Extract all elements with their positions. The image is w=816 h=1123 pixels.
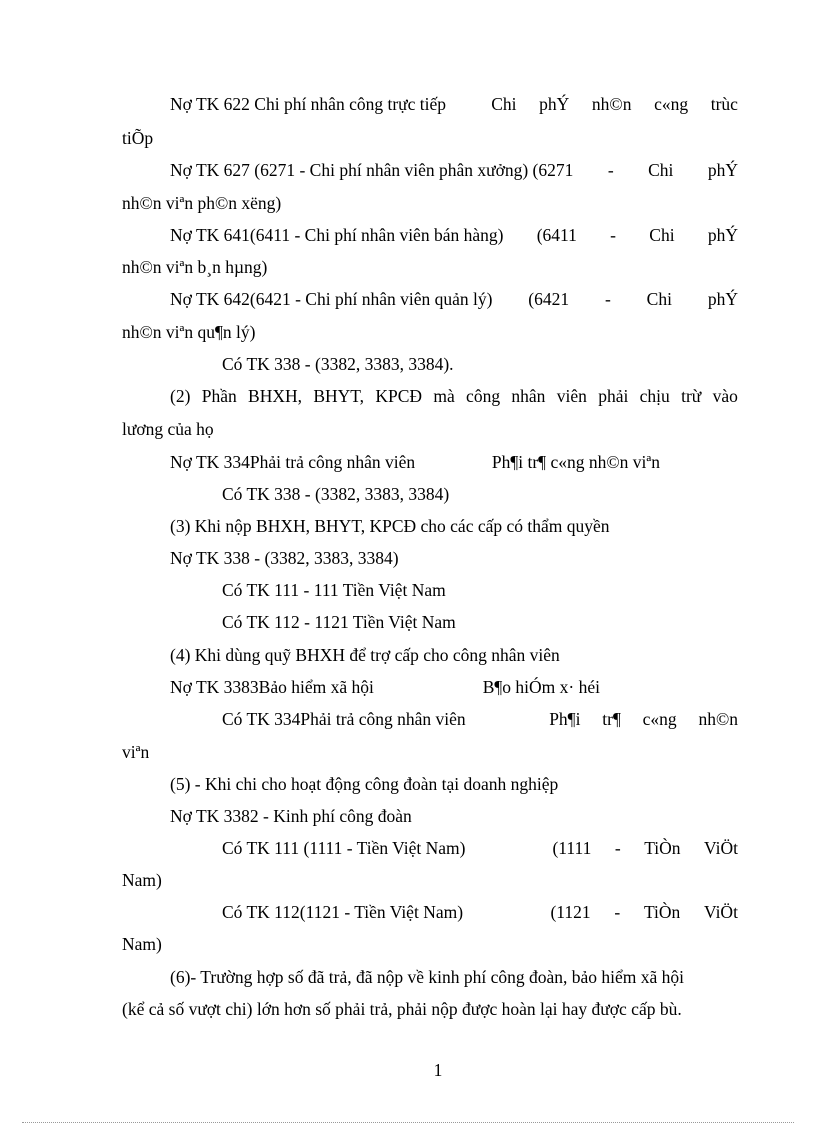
paragraph-3-line: (3) Khi nộp BHXH, BHYT, KPCĐ cho các cấp có thẩm quyền: [170, 516, 610, 536]
text-segment: Chi: [491, 94, 517, 114]
credit-line: Có TK 338 - (3382, 3383, 3384): [222, 484, 450, 504]
entry-line-641: [170, 225, 738, 245]
text-segment: TiÒn: [643, 902, 681, 922]
text-segment: Nợ TK 622 Chi phí nhân công trực tiếp: [170, 94, 447, 114]
paragraph-4-line: (4) Khi dùng quỹ BHXH để trợ cấp cho công nhân viên: [170, 645, 560, 665]
text-segment: Nợ TK 334Phải trả công nhân viên: [170, 452, 416, 472]
text-segment: tr¶: [602, 709, 621, 729]
debit-line: Nợ TK 338 - (3382, 3383, 3384): [170, 548, 399, 568]
text-segment: phÝ: [539, 94, 570, 114]
text-segment: phÝ: [707, 289, 738, 309]
word: BHXH,: [248, 386, 302, 406]
text-segment: Có TK 111 (1111 - Tiền Việt Nam): [222, 838, 466, 858]
text-segment: phÝ: [707, 225, 738, 245]
text-segment: -: [614, 838, 621, 858]
text-segment: Chi: [646, 289, 672, 309]
text-segment: -: [607, 160, 614, 180]
text-segment: nh©n: [591, 94, 632, 114]
text-segment: Nợ TK 627 (6271 - Chi phí nhân viên phân xưởng) (6271: [170, 160, 574, 180]
word: công: [466, 386, 501, 406]
text-segment: c«ng: [642, 709, 677, 729]
word: (2): [170, 386, 191, 406]
text-segment: Có TK 334Phải trả công nhân viên: [222, 709, 466, 729]
entry-line-3383: [170, 677, 600, 697]
text-segment: trùc: [710, 94, 738, 114]
paragraph-2-line: [170, 386, 738, 406]
word: phải: [598, 386, 629, 406]
text-segment: TiÒn: [644, 838, 681, 858]
continuation-line: nh©n viªn ph©n xëng): [122, 193, 282, 213]
text-segment: Ph¶i: [549, 709, 581, 729]
text-segment: Ph¶i tr¶ c«ng nh©n viªn: [491, 452, 660, 472]
word: chịu: [639, 386, 670, 406]
word: trừ: [681, 386, 702, 406]
entry-line-642: [170, 289, 738, 309]
credit-line: Có TK 112 - 1121 Tiền Việt Nam: [222, 612, 456, 632]
text-segment: Nợ TK 3383Bảo hiểm xã hội: [170, 677, 374, 697]
entry-line-627: [170, 160, 738, 180]
word: KPCĐ: [375, 386, 423, 406]
text-segment: (6421: [528, 289, 570, 309]
credit-line-112: [222, 902, 738, 922]
text-segment: ViÖt: [703, 902, 738, 922]
word: viên: [556, 386, 587, 406]
word: nhân: [511, 386, 546, 406]
text-segment: (1111: [552, 838, 592, 858]
text-segment: (6411: [536, 225, 577, 245]
text-segment: phÝ: [707, 160, 738, 180]
text-segment: Chi: [648, 160, 674, 180]
word: mà: [433, 386, 455, 406]
text-segment: -: [614, 902, 621, 922]
text-segment: nh©n: [698, 709, 738, 729]
credit-line: Có TK 338 - (3382, 3383, 3384).: [222, 354, 454, 374]
paragraph-6-line: (6)- Trường hợp số đã trả, đã nộp về kinh phí công đoàn, bảo hiểm xã hội: [170, 967, 685, 987]
entry-line-334: [170, 452, 660, 472]
text-segment: Nợ TK 641(6411 - Chi phí nhân viên bán hàng): [170, 225, 504, 245]
credit-line: Có TK 111 - 111 Tiền Việt Nam: [222, 580, 446, 600]
continuation-line: viªn: [122, 742, 150, 762]
debit-line: Nợ TK 3382 - Kinh phí công đoàn: [170, 806, 412, 826]
continuation-line: tiÕp: [122, 128, 154, 148]
text-segment: Chi: [649, 225, 675, 245]
text-segment: (1121: [550, 902, 591, 922]
text-segment: Có TK 112(1121 - Tiền Việt Nam): [222, 902, 464, 922]
word: BHYT,: [313, 386, 365, 406]
credit-line-334: [222, 709, 738, 729]
text-segment: Nợ TK 642(6421 - Chi phí nhân viên quản lý): [170, 289, 493, 309]
paragraph-6-continuation: (kể cả số vượt chi) lớn hơn số phải trả, phải nộp được hoàn lại hay được cấp bù.: [122, 999, 682, 1019]
word: Phần: [201, 386, 237, 406]
continuation-line: Nam): [122, 870, 162, 890]
entry-line-622: [170, 94, 738, 114]
continuation-line: nh©n viªn b¸n hµng): [122, 257, 268, 277]
word: vào: [712, 386, 738, 406]
continuation-line: nh©n viªn qu¶n lý): [122, 322, 256, 342]
text-segment: -: [610, 225, 616, 245]
page-number: 1: [433, 1060, 443, 1080]
text-segment: c«ng: [654, 94, 689, 114]
text-segment: -: [604, 289, 611, 309]
text-segment: B¶o hiÓm x· héi: [482, 677, 600, 697]
continuation-line: lương của họ: [122, 419, 214, 439]
continuation-line: Nam): [122, 934, 162, 954]
credit-line-111: [222, 838, 738, 858]
paragraph-5-line: (5) - Khi chi cho hoạt động công đoàn tại doanh nghiệp: [170, 774, 559, 794]
text-segment: ViÖt: [704, 838, 738, 858]
